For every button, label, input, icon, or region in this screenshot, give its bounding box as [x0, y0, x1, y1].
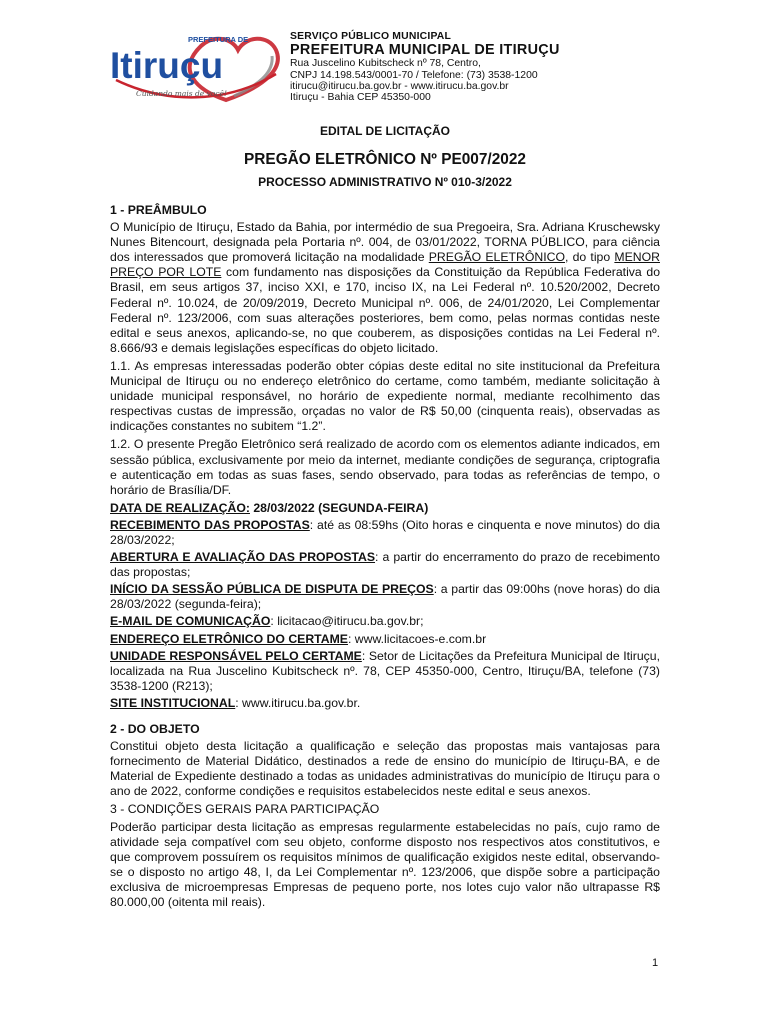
- section-3-heading: 3 - CONDIÇÕES GERAIS PARA PARTICIPAÇÃO: [110, 802, 380, 817]
- item-inicio-sessao: [110, 582, 660, 612]
- item-value: : até as 08:59hs (Oito horas e cinquenta e nove minutos) do dia 28/03/2022;: [110, 517, 660, 547]
- header-emails: itirucu@itirucu.ba.gov.br - www.itirucu.ba.gov.br: [290, 80, 509, 92]
- preambulo-text-c: , do tipo: [565, 250, 615, 265]
- item-value: : www.itirucu.ba.gov.br.: [235, 695, 361, 710]
- header-info: [290, 31, 750, 103]
- item-endereco-eletronico: [110, 632, 660, 647]
- logo-slogan: Cuidando mais de você!: [136, 89, 228, 98]
- processo-title: PROCESSO ADMINISTRATIVO Nº 010-3/2022: [258, 175, 512, 189]
- logo-text-main: Itiruçu: [110, 45, 224, 86]
- document-body: [110, 203, 660, 913]
- item-value: : www.licitacoes-e.com.br: [347, 631, 487, 646]
- participacao-paragraph: Poderão participar desta licitação as empresas regularmente estabelecidas no país, cujo ramo de atividade seja compatível com seu objeto, conforme disposto nos respectivos atos constitutivos, e que comprovem possuírem os requisitos mínimos de qualificação exigidos neste edital, observando-se o disposto no artigo 48, I, da Lei Complementar nº. 123/2006, que dispõe sobre a participação exclusiva de microempresas Empresas de pequeno porte, nos lotes cujo valor não ultrapasse R$ 80.000,00 (oitenta mil reais).: [110, 819, 660, 910]
- header-address: Rua Juscelino Kubitscheck nº 78, Centro,: [290, 58, 481, 70]
- section-1-heading: 1 - PREÂMBULO: [110, 203, 207, 217]
- modalidade-text: PREGÃO ELETRÔNICO: [428, 250, 566, 265]
- preambulo-paragraph: [110, 220, 660, 356]
- item-value: : a partir do encerramento do prazo de recebimento das propostas;: [110, 550, 660, 580]
- item-label: INÍCIO DA SESSÃO PÚBLICA DE DISPUTA DE PREÇOS: [110, 582, 434, 597]
- item-abertura: [110, 550, 660, 580]
- edital-title: EDITAL DE LICITAÇÃO: [320, 124, 450, 138]
- item-value: : Setor de Licitações da Prefeitura Municipal de Itiruçu, localizada na Rua Juscelino Kubitscheck nº. 78, CEP 45350-000, Centro, Itiruçu/BA, telefone (73) 3538-1200 (R213);: [110, 648, 660, 693]
- page-number: 1: [652, 957, 659, 969]
- item-label: DATA DE REALIZAÇÃO:: [110, 500, 250, 515]
- header-cnpj: CNPJ 14.198.543/0001-70 / Telefone: (73) 3538-1200: [290, 69, 538, 81]
- section-2-heading: 2 - DO OBJETO: [110, 722, 200, 736]
- item-unidade-responsavel: [110, 649, 660, 694]
- item-site-institucional: [110, 696, 660, 711]
- item-label: SITE INSTITUCIONAL: [110, 695, 236, 710]
- item-value: : a partir das 09:00hs (nove horas) do dia 28/03/2022 (segunda-feira);: [110, 582, 660, 612]
- item-label: UNIDADE RESPONSÁVEL PELO CERTAME: [110, 648, 362, 663]
- pregao-title: PREGÃO ELETRÔNICO Nº PE007/2022: [244, 151, 526, 168]
- item-label: E-MAIL DE COMUNICAÇÃO: [110, 614, 271, 629]
- item-label: RECEBIMENTO DAS PROPOSTAS: [110, 517, 310, 532]
- header-city: Itiruçu - Bahia CEP 45350-000: [290, 92, 431, 104]
- item-label: ABERTURA E AVALIAÇÃO DAS PROPOSTAS: [110, 550, 376, 565]
- prefeitura-logo: [106, 30, 282, 106]
- item-recebimento: [110, 518, 660, 548]
- objeto-paragraph: Constitui objeto desta licitação a qualificação e seleção das propostas mais vantajosas para fornecimento de Material Didático, destinados a rede de ensino do município de Itiruçu-BA, e de Material de Expediente destinado a todas as unidades administrativas do município de Itiruçu para o ano de 2022, conforme condições e requisitos estabelecidos neste edital e seus anexos.: [110, 739, 660, 799]
- item-data-realizacao: [110, 501, 660, 516]
- header-service: SERVIÇO PÚBLICO MUNICIPAL: [290, 31, 452, 42]
- item-value: : licitacao@itirucu.ba.gov.br;: [270, 614, 424, 629]
- preambulo-text-a: O Município de Itiruçu, Estado da Bahia, por intermédio de sua Pregoeira, Sra. Adriana Kruschewsky Nunes Bitencourt, designada pela Portaria nº. 004, de 03/01/2022, TORNA PÚBLICO, para ciência dos interessados que promoverá licitação na modalidade: [110, 220, 660, 265]
- item-email: [110, 614, 660, 629]
- logo-text-top: PREFEITURA DE: [188, 35, 249, 44]
- preambulo-text-e: com fundamento nas disposições da Constituição da República Federativa do Brasil, em seus artigos 37, inciso XXI, e 170, inciso IX, na Lei Federal nº. 10.520/2002, Decreto Federal nº. 10.024, de 20/09/2019, Decreto Municipal nº. 006, de 24/01/2020, Lei Complementar Federal nº. 123/2006, com suas alterações posteriores, bem como, pelas normas contidas neste edital e seus anexos, aplicando-se, no que couberem, as disposições contidas na Lei Federal nº. 8.666/93 e demais legislações específicas do objeto licitado.: [110, 265, 661, 355]
- item-label: ENDEREÇO ELETRÔNICO DO CERTAME: [110, 631, 348, 646]
- tipo-text: MENOR PREÇO POR LOTE: [110, 250, 660, 280]
- item-value: 28/03/2022 (SEGUNDA-FEIRA): [249, 500, 429, 515]
- header-prefeitura-name: PREFEITURA MUNICIPAL DE ITIRUÇU: [290, 42, 560, 59]
- paragraph-1-1: 1.1. As empresas interessadas poderão obter cópias deste edital no site institucional da Prefeitura Municipal de Itiruçu ou no endereço eletrônico do certame, como também, mediante solicitação à unidade municipal responsável, no horário de expediente normal, mediante recolhimento das respectivas custas de impressão, orçadas no valor de R$ 50,00 (cinquenta reais), observadas as indicações constantes no subitem “1.2”.: [110, 358, 660, 434]
- paragraph-1-2: 1.2. O presente Pregão Eletrônico será realizado de acordo com os elementos adiante indicados, em sessão pública, exclusivamente por meio da internet, mediante condições de segurança, criptografia e autenticação em todas as suas fases, sendo observado, para todas as referências de tempo, o horário de Brasília/DF.: [110, 437, 660, 497]
